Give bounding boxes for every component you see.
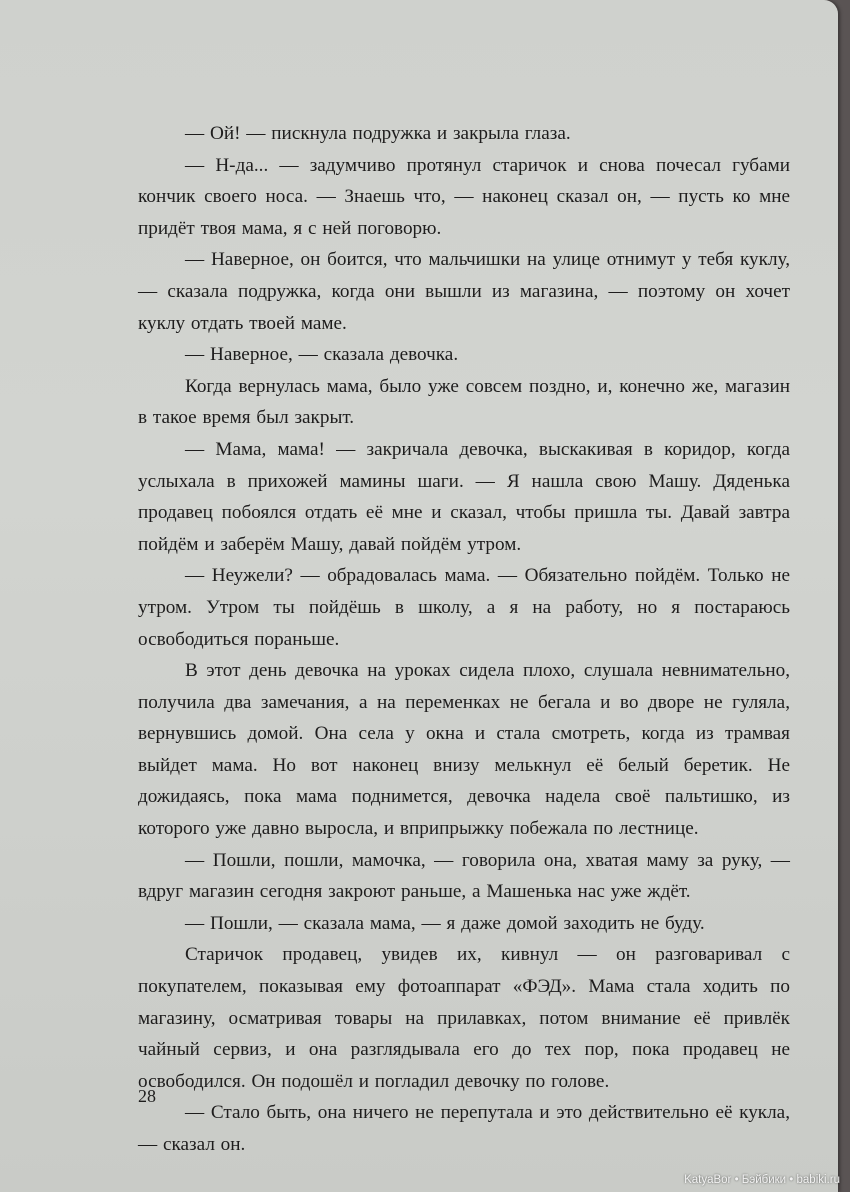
paragraph: — Пошли, — сказала мама, — я даже домой заходить не буду. (185, 912, 705, 934)
paragraph: Когда вернулась мама, было уже совсем поздно, и, конечно же, магазин в такое время был закрыт. (138, 375, 790, 429)
page-number: 28 (138, 1086, 156, 1106)
paragraph: — Стало быть, она ничего не перепутала и это действительно её кукла, — сказал он. (138, 1102, 790, 1155)
paragraph: — Мама, мама! — закричала девочка, выскакивая в коридор, когда услыхала в прихожей мамины шаги. — Я нашла свою Машу. Дяденька продавец побоялся отдать её мне и сказал, чтобы пришла ты. Давай завтра пойдём и заберём Машу, давай пойдём утром. (138, 438, 790, 555)
paragraph: — Пошли, пошли, мамочка, — говорила она, хватая маму за руку, — вдруг магазин сегодня закроют раньше, а Машенька нас уже ждёт. (138, 849, 790, 903)
paragraph: — Н-да... — задумчиво протянул старичок и снова почесал губами кончик своего носа. — Знаешь что, — наконец сказал он, — пусть ко мне придёт твоя мама, я с ней поговорю. (138, 154, 790, 239)
paragraph: — Наверное, — сказала девочка. (185, 344, 459, 366)
paragraph: В этот день девочка на уроках сидела плохо, слушала невнимательно, получила два замечания, а на переменках не бегала и во дворе не гуляла, вернувшись домой. Она села у окна и стала смотреть, когда из трамвая выйдет мама. Но вот наконец внизу мелькнул её белый беретик. Не дожидаясь, пока мама поднимется, девочка надела своё пальтишко, из которого уже давно выросла, и вприпрыжку побежала по лестнице. (138, 660, 790, 840)
paragraph: — Неужели? — обрадовалась мама. — Обязательно пойдём. Только не утром. Утром ты пойдёшь в школу, а я на работу, но я постараюсь освободиться пораньше. (138, 565, 790, 650)
paragraph: Старичок продавец, увидев их, кивнул — он разговаривал с покупателем, показывая ему фотоаппарат «ФЭД». Мама стала ходить по магазину, осматривая товары на прилавках, потом внимание её привлёк чайный сервиз, и она разглядывала его до тех пор, пока продавец не освободился. Он подошёл и погладил девочку по голове. (138, 944, 790, 1092)
page-text (138, 118, 790, 1161)
watermark: KatyaBor • Бэйбики • babiki.ru (684, 1174, 840, 1186)
paragraph: — Наверное, он боится, что мальчишки на улице отнимут у тебя куклу, — сказала подружка, когда они вышли из магазина, — поэтому он хочет куклу отдать твоей маме. (138, 249, 790, 334)
paragraph: — Ой! — пискнула подружка и закрыла глаза. (185, 123, 571, 144)
